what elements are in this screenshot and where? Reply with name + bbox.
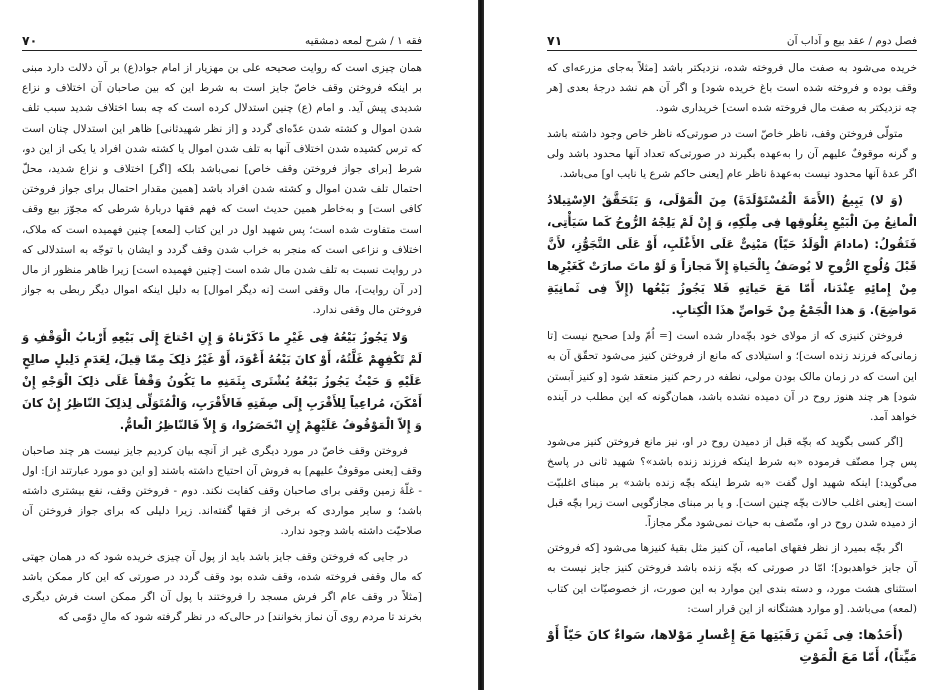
page-number: ۷۱ [547,33,563,48]
paragraph: همان چیزی است که روایت صحیحه علی بن مهزیار از امام جواد(ع) بر آن دلالت دارد مبنی بر اینکه فروختن وقف خاصّ جایز است به شرط این که بین صاحبان آن اختلاف و نزاع شدیدی پیش آید. و امام (ع) چنین استدلال کرده است که چه بسا اختلاف شدید سبب تلف شدن اموال و کشته شدن عدّه‌ای گردد و [از نظر شهیدثانی] ظاهر این استدلال چنان است که ترس کشیده شدن اختلاف آنها به تلف شدن اموال یا کشته شدن افراد یا یکی از این دو، شرط [برای جواز فروختن وقف خاص] نمی‌باشد بلکه [اگر] اختلاف و نزاع شدید، محلّ احتمال تلف شدن اموال و کشته شدن افراد باشد [همین مقدار احتمال برای جواز فروختن کافی است] و به‌خاطر همین حدیث است که فهم فقها دربارهٔ شرطی که مجوّز بیع وقف است متفاوت شده است؛ پس شهید اول در این کتاب [لمعه] چنین فهمیده است که ملاک، اختلاف و نزاعی است که منجر به خراب شدن وقف گردد و ایشان با توجّه به استدلالی که در روایت نسبت به تلف شدن مال شده است [چنین فهمیده است] زیرا ظاهر منظور از مال [در آن روایت]، مال وقفی است [نه دیگر اموال] به دلیل اینکه اموال دیگر ربطی به جواز فروختن مال وقفی ندارد. [22,62,422,317]
paragraph: متولّی فروختن وقف، ناظر خاصّ است در صورتی‌که ناظر خاص وجود داشته باشد و گرنه موقوفٌ علیهم آن را به‌عهده بگیرند در صورتی‌که تعداد آنها محدود باشد ولی اگر عدهٔ آنها محدود نیست به‌عهدهٔ ناظر عام [یعنی حاکم شرع یا نایب او] می‌باشد. [547,127,917,181]
page-body [547,58,917,690]
running-title: فقه ۱ / شرح لمعه دمشقیه [305,35,422,47]
header-rule [22,50,422,51]
header-rule [547,50,917,51]
running-title: فصل دوم / عقد بیع و آداب آن [786,35,917,47]
paragraph: اگر بچّه بمیرد از نظر فقهای امامیه، آن کنیز مثل بقیهٔ کنیزها می‌شود [که فروختن آن جایز خواهد‌بود]؛ امّا در صورتی که بچّه زنده باشد فروختن کنیز جایز نیست به استثنای هشت مورد، و دسته بندی این موارد به این صورت، از خصوصیّات این کتاب (لمعه) می‌باشد. [و موارد هشتگانه از این قرار است: [547,542,917,615]
paragraph: [اگر کسی بگوید که بچّه قبل از دمیدن روح در او، نیز مانع فروختن کنیز می‌شود پس چرا مصنّف فرموده «به شرط اینکه فرزند زنده باشد»؟ شهید ثانی در پاسخ می‌گوید:] اینکه شهید اول گفت «به شرط اینکه بچّه زنده باشد» بر مبنای اغلبیّت است [یعنی اغلب حالات بچّه چنین است]. و یا بر مبنای مجازگویی است زیرا بچّه قبل از دمیده شدن روح در او، متّصف به حیات نمی‌شود مگر مجازاً. [547,436,917,530]
arabic-source-text: (وَ لا) یَبِیعُ (الأَمَةَ الْمُسْتَوْلَدَةَ) مِنَ الْمَوْلَی، وَ یَتَحَقَّقُ الاِسْتِیلادُ الْمانِعُ مِنَ الْبَیْعِ بِعُلُوقِها فِی مِلْکِهِ، وَ إِنْ لَمْ یَلِجْهُ الرُّوحُ کَما سَیَأْتِی، فَتَقُولُ: (مادامَ الْوَلَدُ حَیّاً) مَبْنِیٌّ عَلَی الأَغْلَبِ، أَوْ عَلَی التَّجَوُّزِ، لأَنَّ قَبْلَ وُلُوجِ الرُّوحِ لا یُوصَفُ بِالْحَیاةِ إِلاّ مَجازاً وَ لَوْ ماتَ صارَتْ کَغَیْرِها مِنْ إِمائِهِ عِنْدَنا، أَمّا مَعَ حَیاتِهِ فَلا یَجُوزُ بَیْعُها (إِلاّ فِی ثَمانِیَةِ مَواضِعَ). وَ هذا الْجَمْعُ مِنْ خَواصِّ هذَا الْکِتابِ. [547,193,917,318]
arabic-source-text: وَلا یَجُوزُ بَیْعُهُ فِی غَیْرِ ما ذَکَرْناهُ وَ إِنِ احْتاجَ إِلَی بَیْعِهِ أَرْبابُ الْوَقْفِ وَ لَمْ تَکْفِهِمْ غَلَّتُهُ، أَوْ کانَ بَیْعُهُ أَعْوَدَ، أَوْ غَیْرُ ذلِکَ مِمّا قِیلَ، لِعَدَمِ دَلِیلٍ صالِحٍ عَلَیْهِ وَ حَیْثُ یَجُوزُ بَیْعُهُ یُشْتَری بِثَمَنِهِ ما یَکُونُ وَقْفاً عَلَی ذلِکَ الْوَجْهِ إِنْ أَمْکَنَ، مُراعِیاً لِلأَقْرَبِ إِلَی صِفَتِهِ فَالأَقْرَبِ، وَالْمُتَوَلِّی لِذلِکَ النّاظِرُ إِنْ کانَ وَ إِلاّ الْمَوْقُوفُ عَلَیْهِمْ إِنِ انْحَصَرُوا، وَ إِلاّ فَالنّاظِرُ الْعامُّ. [22,329,422,432]
left-page-header [22,30,422,48]
paragraph: فروختن وقف خاصّ در مورد دیگری غیر از آنچه بیان کردیم جایز نیست هر چند صاحبان وقف [یعنی موقوفٌ علیهم] به فروش آن احتیاج داشته باشند [و این دو مورد عبارتند از]: اول - غلّهٔ زمین وقفی برای صاحبان وقف کفایت نکند. دوم - فروختن وقف، نفع بیشتری داشته باشد؛ و سایر مواردی که برخی از فقها گفته‌اند. زیرا دلیلی که برای جواز فروختن آن صلاحیّت داشته باشد وجود ندارد. [22,444,422,538]
paragraph: فروختن کنیزی که از مولای خود بچّه‌دار شده است [= اُمّ ولد] صحیح نیست [تا زمانی‌که فرزند زنده است]؛ و استیلادی که مانع از فروختن کنیز می‌شود تحقّق آن به این است که در زمان مالک بودن مولی، نطفه در رحم کنیز منعقد شود [و کنیز آبستن شود] هر چند هنوز روح در آن دمیده نشده باشد، همان‌گونه که این مطلب در آینده خواهد آمد. [547,330,917,424]
right-page-header [547,30,917,48]
page-number: ۷۰ [22,33,38,48]
right-page [484,0,941,690]
arabic-source-text: (أَحَدُها: فِی ثَمَنِ رَقَبَتِها مَعَ إِعْسارِ مَوْلاها، سَواءٌ کانَ حَیّاً أَوْ مَیِّتاً)، أَمّا مَعَ الْمَوْتِ [547,627,917,665]
paragraph: در جایی که فروختن وقف جایز باشد باید از پول آن چیزی خریده شود که در همان جهتی که مال وقفی فروخته شده، وقف شده بود وقف گردد در صورتی که این کار ممکن باشد [مثلاً در وقف عام اگر فرش مسجد را فروختند با پول آن اگر ممکن است فرش دیگری بخرند تا مردم روی آن نماز بخوانند] در حالی‌که در نظر گرفته شود که مالِ دوّمی که [22,550,422,624]
paragraph: خریده می‌شود به صفت مال فروخته شده، نزدیکتر باشد [مثلاً به‌جای مزرعه‌ای که وقف بوده و فروخته شده است باغ خریده شود] و اگر آن هم نشد درجهٔ بعدی [هر چه نزدیکتر به صفت مال فروخته شده است] خریداری شود. [547,62,917,115]
page-body [22,58,422,690]
